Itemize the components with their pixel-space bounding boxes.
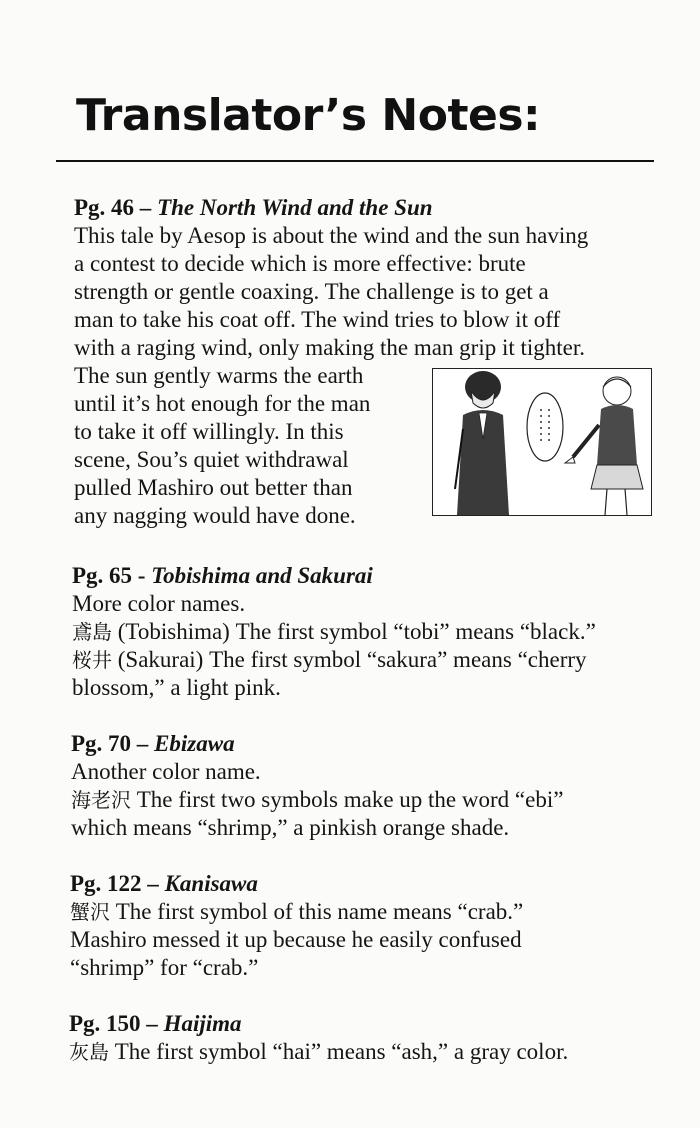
note-line: with a raging wind, only making the man grip it tighter. — [74, 335, 586, 360]
note-ebizawa — [71, 730, 661, 842]
note-kanji-line: 灰島 The first symbol “hai” means “ash,” a gray color. — [69, 1039, 569, 1064]
note-line: Another color name. — [71, 759, 261, 784]
note-line: man to take his coat off. The wind tries to blow it off — [74, 307, 561, 332]
note-heading: Pg. 70 – Ebizawa — [71, 731, 235, 756]
note-line: any nagging would have done. — [74, 503, 356, 528]
manga-panel-illustration — [432, 368, 652, 516]
note-north-wind — [74, 194, 664, 530]
note-line: More color names. — [72, 591, 246, 616]
note-line: which means “shrimp,” a pinkish orange shade. — [71, 815, 510, 840]
note-line: blossom,” a light pink. — [72, 675, 281, 700]
note-line: The sun gently warms the earth — [74, 363, 364, 388]
note-kanji-line: 海老沢 The first two symbols make up the word “ebi” — [71, 787, 564, 812]
page-title: Translator’s Notes: — [76, 90, 541, 141]
note-line: “shrimp” for “crab.” — [70, 955, 259, 980]
note-line: Mashiro messed it up because he easily confused — [70, 927, 522, 952]
note-heading: Pg. 65 - Tobishima and Sakurai — [72, 563, 373, 588]
title-divider — [56, 160, 654, 162]
note-line: until it’s hot enough for the man — [74, 391, 371, 416]
note-line: a contest to decide which is more effective: brute — [74, 251, 526, 276]
note-haijima — [69, 1010, 659, 1066]
note-line: to take it off willingly. In this — [74, 419, 344, 444]
note-kanji-line: 蟹沢 The first symbol of this name means “crab.” — [70, 899, 524, 924]
note-heading: Pg. 122 – Kanisawa — [70, 871, 258, 896]
note-line: This tale by Aesop is about the wind and the sun having — [74, 223, 589, 248]
note-kanisawa — [70, 870, 660, 982]
note-line: strength or gentle coaxing. The challenge is to get a — [74, 279, 549, 304]
note-line: scene, Sou’s quiet withdrawal — [74, 447, 349, 472]
note-heading: Pg. 150 – Haijima — [69, 1011, 242, 1036]
note-kanji-line: 桜井 (Sakurai) The first symbol “sakura” means “cherry — [72, 647, 587, 672]
note-tobishima-sakurai — [72, 562, 662, 702]
note-kanji-line: 鳶島 (Tobishima) The first symbol “tobi” means “black.” — [72, 619, 596, 644]
note-heading: Pg. 46 – The North Wind and the Sun — [74, 195, 433, 220]
note-line: pulled Mashiro out better than — [74, 475, 353, 500]
